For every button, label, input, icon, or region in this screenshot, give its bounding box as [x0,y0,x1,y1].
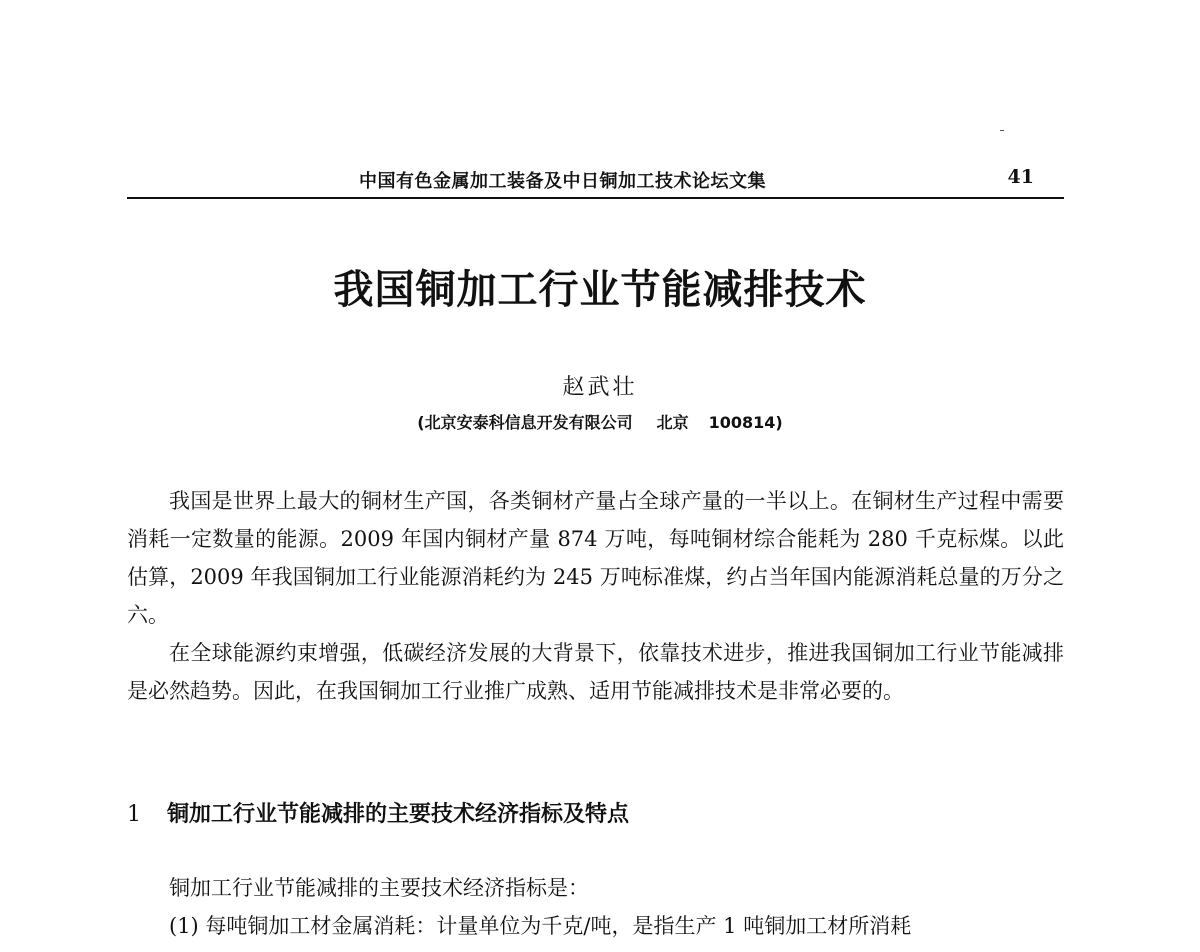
section-number: 1 [127,802,141,827]
body-paragraph: 在全球能源约束增强，低碳经济发展的大背景下，依靠技术进步，推进我国铜加工行业节能减排是必然趋势。因此，在我国铜加工行业推广成熟、适用节能减排技术是非常必要的。 [127,641,1064,703]
scan-mark [1000,130,1004,131]
section-heading [127,797,1064,828]
author-affiliation [0,410,1200,433]
affiliation-organization: (北京安泰科信息开发有限公司 [417,413,633,432]
journal-title: 中国有色金属加工装备及中日铜加工技术论坛文集 [359,171,766,192]
body-paragraph: 铜加工行业节能减排的主要技术经济指标是： [169,876,589,900]
article-title: 我国铜加工行业节能减排技术 [333,266,867,313]
header-rule [127,197,1064,199]
section-title: 铜加工行业节能减排的主要技术经济指标及特点 [167,802,630,827]
body-paragraph: 我国是世界上最大的铜材生产国，各类铜材产量占全球产量的一半以上。在铜材生产过程中需要消耗一定数量的能源。2009 年国内铜材产量 874 万吨，每吨铜材综合能耗为 280 千克标煤。以此估算，2009 年我国铜加工行业能源消耗约为 245 万吨标准煤，约占当年国内能源消耗总量的万分之六。 [127,489,1064,627]
page-number: 41 [1007,166,1034,188]
body-paragraph: (1) 每吨铜加工材金属消耗：计量单位为千克/吨，是指生产 1 吨铜加工材所消耗 [169,914,912,938]
running-header [127,160,1064,198]
affiliation-postcode: 100814) [708,413,783,432]
author-name: 赵武壮 [562,375,638,400]
affiliation-city: 北京 [656,413,689,432]
intro-text [127,482,1064,710]
section-text [127,869,1064,945]
